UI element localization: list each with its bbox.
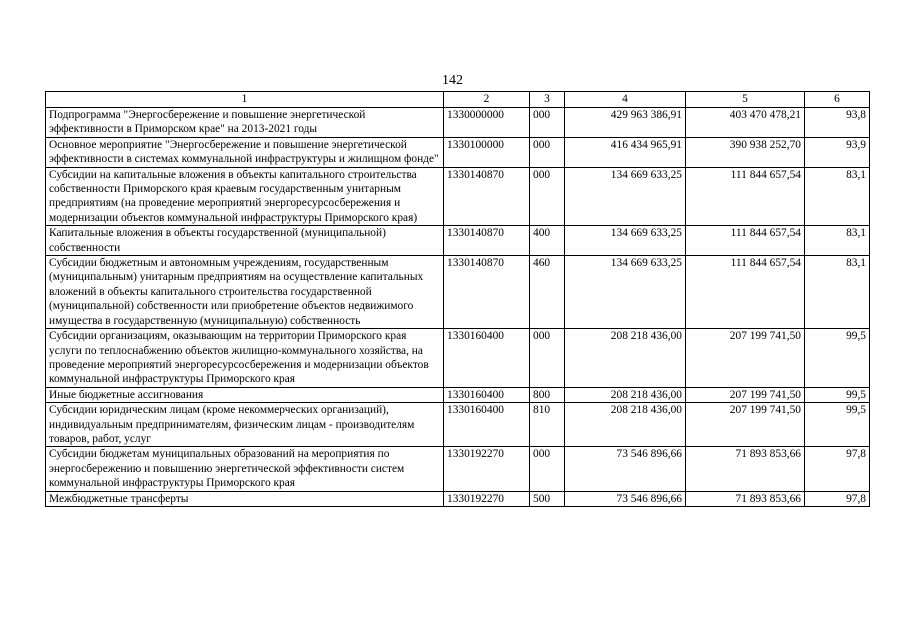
header-row [46, 92, 870, 108]
table-row [46, 387, 870, 402]
row-expense-type: 810 [530, 403, 565, 447]
row-plan: 134 669 633,25 [565, 167, 686, 226]
table-header [46, 92, 870, 108]
row-name: Субсидии организациям, оказывающим на территории Приморского края услуги по теплоснабжению объектов жилищно-коммунального хозяйства, на проведение мероприятий энергоресурсосбережения и модернизации объектов коммунальной инфраструктуры Приморского края [46, 329, 444, 388]
row-expense-type: 500 [530, 491, 565, 506]
row-code: 1330160400 [444, 387, 530, 402]
row-name: Субсидии на капитальные вложения в объекты капитального строительства собственности Приморского края краевым государственным унитарным предприятиям (на проведение мероприятий энергоресурсосбережения и модернизации объектов коммунальной инфраструктуры Приморского края) [46, 167, 444, 226]
row-percent: 97,8 [805, 491, 870, 506]
row-percent: 83,1 [805, 167, 870, 226]
table-row [46, 256, 870, 329]
row-name: Капитальные вложения в объекты государственной (муниципальной) собственности [46, 226, 444, 256]
row-plan: 134 669 633,25 [565, 226, 686, 256]
row-percent: 83,1 [805, 256, 870, 329]
row-percent: 93,9 [805, 137, 870, 167]
row-code: 1330140870 [444, 256, 530, 329]
row-expense-type: 000 [530, 167, 565, 226]
row-expense-type: 460 [530, 256, 565, 329]
header-col-4: 4 [565, 92, 686, 108]
row-code: 1330192270 [444, 491, 530, 506]
page-number: 142 [442, 73, 463, 88]
row-code: 1330140870 [444, 226, 530, 256]
row-fact: 390 938 252,70 [686, 137, 805, 167]
row-name: Основное мероприятие "Энергосбережение и повышение энергетической эффективности в системах коммунальной инфраструктуры и жилищном фонде" [46, 137, 444, 167]
row-plan: 208 218 436,00 [565, 329, 686, 388]
row-plan: 73 546 896,66 [565, 491, 686, 506]
row-code: 1330100000 [444, 137, 530, 167]
row-code: 1330000000 [444, 108, 530, 138]
row-code: 1330160400 [444, 403, 530, 447]
table-body [46, 108, 870, 507]
header-col-6: 6 [805, 92, 870, 108]
row-name: Субсидии бюджетам муниципальных образований на мероприятия по энергосбережению и повышению энергетической эффективности систем коммунальной инфраструктуры Приморского края [46, 447, 444, 491]
row-expense-type: 400 [530, 226, 565, 256]
row-code: 1330140870 [444, 167, 530, 226]
row-plan: 134 669 633,25 [565, 256, 686, 329]
row-code: 1330192270 [444, 447, 530, 491]
row-name: Субсидии юридическим лицам (кроме некоммерческих организаций), индивидуальным предпринимателям, физическим лицам - производителям товаров, работ, услуг [46, 403, 444, 447]
row-percent: 99,5 [805, 329, 870, 388]
table-row [46, 108, 870, 138]
row-plan: 73 546 896,66 [565, 447, 686, 491]
row-fact: 207 199 741,50 [686, 387, 805, 402]
table-row [46, 447, 870, 491]
header-col-1: 1 [46, 92, 444, 108]
row-fact: 207 199 741,50 [686, 329, 805, 388]
table-row [46, 137, 870, 167]
row-name: Субсидии бюджетным и автономным учреждениям, государственным (муниципальным) унитарным предприятиям на осуществление капитальных вложений в объекты капитального строительства государственной (муниципальной) собственности или приобретение объектов недвижимого имущества в государственную (муниципальную) собственность [46, 256, 444, 329]
table-row [46, 226, 870, 256]
row-plan: 429 963 386,91 [565, 108, 686, 138]
row-expense-type: 000 [530, 137, 565, 167]
row-fact: 71 893 853,66 [686, 491, 805, 506]
row-name: Подпрограмма "Энергосбережение и повышение энергетической эффективности в Приморском крае" на 2013-2021 годы [46, 108, 444, 138]
header-col-5: 5 [686, 92, 805, 108]
row-fact: 403 470 478,21 [686, 108, 805, 138]
header-col-2: 2 [444, 92, 530, 108]
row-percent: 99,5 [805, 387, 870, 402]
row-fact: 111 844 657,54 [686, 226, 805, 256]
row-fact: 71 893 853,66 [686, 447, 805, 491]
row-expense-type: 800 [530, 387, 565, 402]
row-plan: 208 218 436,00 [565, 403, 686, 447]
row-expense-type: 000 [530, 447, 565, 491]
row-percent: 97,8 [805, 447, 870, 491]
row-code: 1330160400 [444, 329, 530, 388]
table-row [46, 403, 870, 447]
row-name: Иные бюджетные ассигнования [46, 387, 444, 402]
row-percent: 99,5 [805, 403, 870, 447]
row-expense-type: 000 [530, 329, 565, 388]
table-row [46, 167, 870, 226]
row-fact: 111 844 657,54 [686, 167, 805, 226]
row-expense-type: 000 [530, 108, 565, 138]
row-plan: 208 218 436,00 [565, 387, 686, 402]
table-row [46, 491, 870, 506]
row-plan: 416 434 965,91 [565, 137, 686, 167]
budget-table [45, 91, 870, 507]
header-col-3: 3 [530, 92, 565, 108]
row-fact: 111 844 657,54 [686, 256, 805, 329]
row-percent: 83,1 [805, 226, 870, 256]
row-name: Межбюджетные трансферты [46, 491, 444, 506]
table-row [46, 329, 870, 388]
row-fact: 207 199 741,50 [686, 403, 805, 447]
row-percent: 93,8 [805, 108, 870, 138]
